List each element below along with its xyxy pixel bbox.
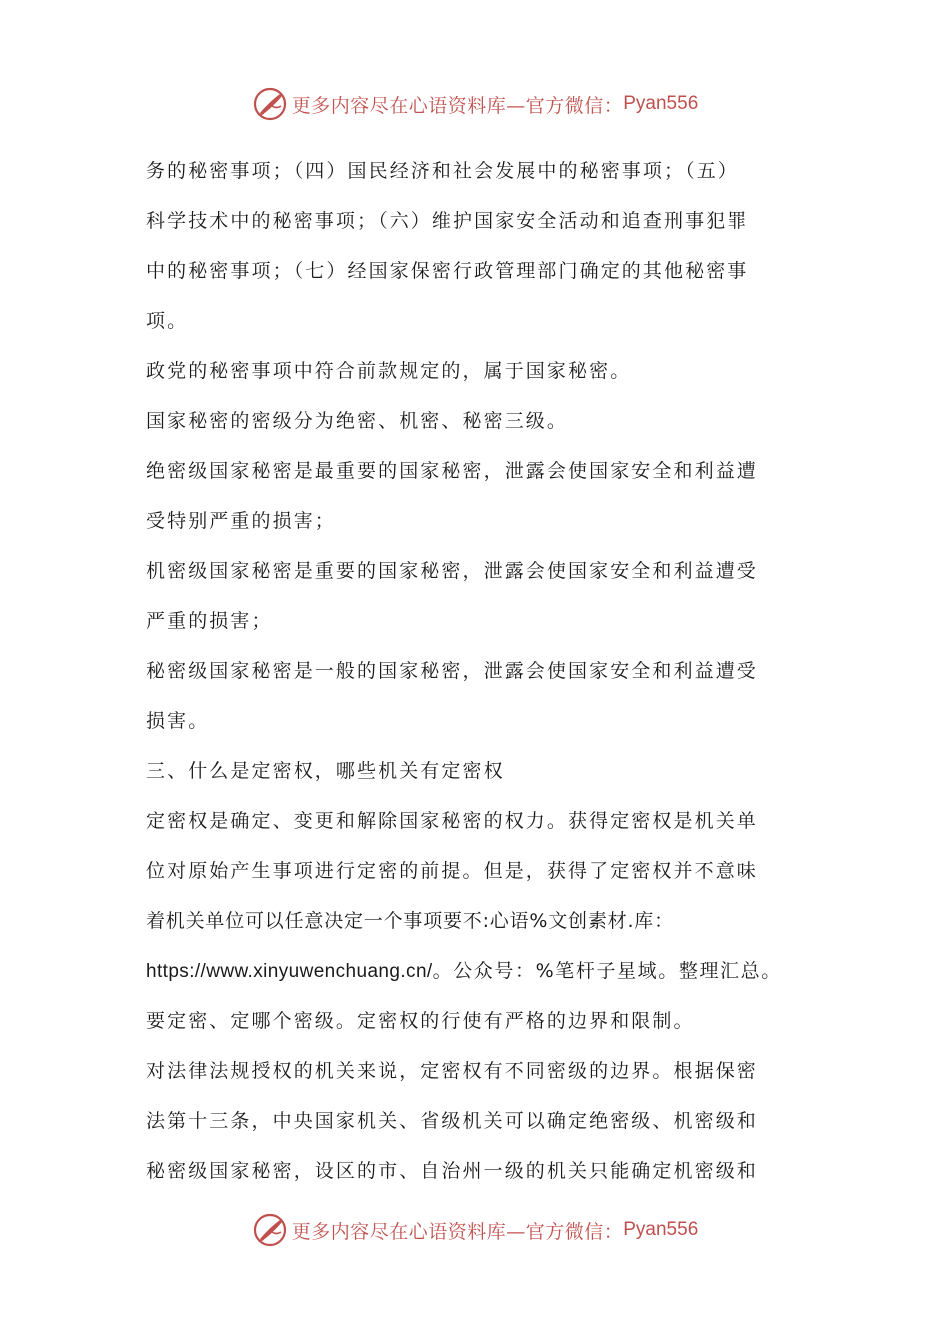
pen-nib-logo-icon <box>252 86 288 122</box>
text-line: 位对原始产生事项进行定密的前提。但是，获得了定密权并不意味 <box>146 860 758 882</box>
section-heading: 三、什么是定密权，哪些机关有定密权 <box>146 760 505 782</box>
url-line-rest: 。公众号：%笔杆子星域。整理汇总。 <box>432 960 782 982</box>
text-line: 着机关单位可以任意决定一个事项要不:心语%文创素材.库： <box>146 910 674 932</box>
url-line <box>146 946 826 996</box>
text-line: 绝密级国家秘密是最重要的国家秘密，泄露会使国家安全和利益遭 <box>146 460 758 482</box>
pen-nib-logo-icon <box>252 1212 288 1248</box>
website-url: https://www.xinyuwenchuang.cn/ <box>146 961 433 982</box>
header-banner-inner <box>252 86 699 122</box>
text-line: 国家秘密的密级分为绝密、机密、秘密三级。 <box>146 410 569 432</box>
footer-banner-id: Pyan556 <box>623 1219 699 1240</box>
footer-banner <box>0 1210 950 1250</box>
text-line: 受特别严重的损害； <box>146 510 336 532</box>
footer-banner-text: 更多内容尽在心语资料库—官方微信： <box>291 1220 624 1243</box>
text-line: 项。 <box>146 310 189 332</box>
text-line: 机密级国家秘密是重要的国家秘密，泄露会使国家安全和利益遭受 <box>146 560 758 582</box>
text-line: 定密权是确定、变更和解除国家秘密的权力。获得定密权是机关单 <box>146 810 758 832</box>
text-line: 法第十三条，中央国家机关、省级机关可以确定绝密级、机密级和 <box>146 1110 758 1132</box>
text-line: 务的秘密事项；（四）国民经济和社会发展中的秘密事项；（五） <box>146 160 739 182</box>
document-body <box>146 146 826 1196</box>
text-line: 科学技术中的秘密事项；（六）维护国家安全活动和追查刑事犯罪 <box>146 210 749 232</box>
text-line: 严重的损害； <box>146 610 273 632</box>
text-line: 政党的秘密事项中符合前款规定的，属于国家秘密。 <box>146 360 632 382</box>
header-banner-text: 更多内容尽在心语资料库—官方微信： <box>291 94 624 117</box>
text-line: 损害。 <box>146 710 210 732</box>
text-line: 秘密级国家秘密是一般的国家秘密，泄露会使国家安全和利益遭受 <box>146 660 758 682</box>
text-line: 秘密级国家秘密，设区的市、自治州一级的机关只能确定机密级和 <box>146 1160 758 1182</box>
text-line: 对法律法规授权的机关来说，定密权有不同密级的边界。根据保密 <box>146 1060 758 1082</box>
text-line: 中的秘密事项；（七）经国家保密行政管理部门确定的其他秘密事 <box>146 260 749 282</box>
text-line: 要定密、定哪个密级。定密权的行使有严格的边界和限制。 <box>146 1010 695 1032</box>
header-banner-id: Pyan556 <box>623 93 699 114</box>
header-banner <box>0 84 950 124</box>
footer-banner-inner <box>252 1212 699 1248</box>
